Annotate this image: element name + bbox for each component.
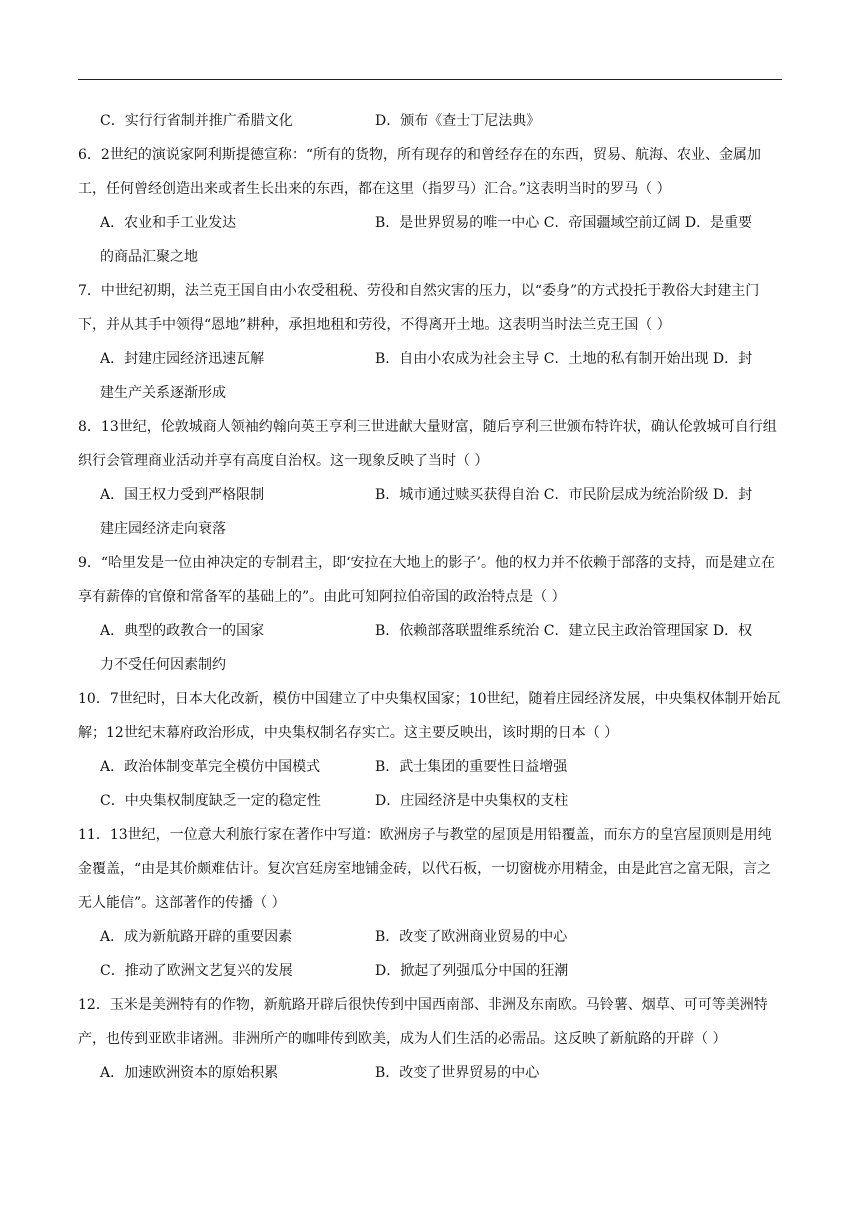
q10-option-a: A．政治体制变革完全模仿中国模式 (100, 759, 321, 775)
q9-option-wrap: 力不受任何因素制约 (100, 657, 226, 673)
q10-options-ab (78, 750, 782, 784)
exam-content (78, 104, 782, 1090)
q5-option-d: D．颁布《查士丁尼法典》 (375, 113, 541, 129)
q10-options-cd (78, 784, 782, 818)
q11-option-c: C．推动了欧洲文艺复兴的发展 (100, 963, 293, 979)
q8-option-a: A．国王权力受到严格限制 (100, 487, 265, 503)
q10-option-c: C．中央集权制度缺乏一定的稳定性 (100, 793, 321, 809)
q10-stem: 10．7世纪时，日本大化改新，模仿中国建立了中央集权国家；10世纪，随着庄园经济发展，中央集权体制开始瓦解；12世纪末幕府政治形成，中央集权制名存实亡。这主要反映出，该时期的日本（ ） (78, 691, 781, 741)
q10-option-d: D．庄园经济是中央集权的支柱 (375, 793, 569, 809)
q11-option-d: D．掀起了列强瓜分中国的狂潮 (375, 963, 569, 979)
q8-option-wrap: 建庄园经济走向衰落 (100, 521, 226, 537)
q12-options-ab (78, 1056, 782, 1090)
q7-options-bcd: B．自由小农成为社会主导 C．土地的私有制开始出现 D．封 (375, 351, 753, 367)
q5-option-c: C．实行行省制并推广希腊文化 (100, 113, 293, 129)
q9-options-bcd: B．依赖部落联盟维系统治 C．建立民主政治管理国家 D．权 (375, 623, 753, 639)
q11-option-a: A．成为新航路开辟的重要因素 (100, 929, 293, 945)
q7-option-wrap: 建生产关系逐渐形成 (100, 385, 226, 401)
q12-option-b: B．改变了世界贸易的中心 (375, 1065, 540, 1081)
q6-stem: 6．2世纪的演说家阿利斯提德宣称：“所有的货物，所有现存的和曾经存在的东西，贸易、航海、农业、金属加工，任何曾经创造出来或者生长出来的东西，都在这里（指罗马）汇合。”这表明当时的罗马（ ） (78, 147, 761, 197)
q6-options-bcd: B．是世界贸易的唯一中心 C．帝国疆域空前辽阔 D．是重要 (375, 215, 753, 231)
q6-options (78, 206, 782, 240)
q5-options-cd (78, 104, 782, 138)
q6-option-a: A．农业和手工业发达 (100, 215, 237, 231)
q8-options (78, 478, 782, 512)
q11-stem: 11．13世纪，一位意大利旅行家在著作中写道：欧洲房子与教堂的屋顶是用铅覆盖，而东方的皇宫屋顶则是用纯金覆盖，“由是其价颇难估计。复次宫廷房室地铺金砖，以代石板，一切窗栊亦用精金，由是此宫之富无限，言之无人能信”。这部著作的传播（ ） (78, 827, 772, 911)
q11-options-cd (78, 954, 782, 988)
q7-options (78, 342, 782, 376)
q11-option-b: B．改变了欧洲商业贸易的中心 (375, 929, 568, 945)
q9-option-a: A．典型的政教合一的国家 (100, 623, 265, 639)
q11-options-ab (78, 920, 782, 954)
header-rule (78, 79, 782, 80)
q7-stem: 7．中世纪初期，法兰克王国自由小农受租税、劳役和自然灾害的压力，以“委身”的方式投托于教俗大封建主门下，并从其手中领得“恩地”耕种，承担地租和劳役，不得离开土地。这表明当时法兰克王国（ ） (78, 283, 760, 333)
q9-stem: 9．“哈里发是一位由神决定的专制君主，即‘安拉在大地上的影子’。他的权力并不依赖于部落的支持，而是建立在享有薪俸的官僚和常备军的基础上的”。由此可知阿拉伯帝国的政治特点是（ ） (78, 555, 775, 605)
q8-options-bcd: B．城市通过赎买获得自治 C．市民阶层成为统治阶级 D．封 (375, 487, 753, 503)
q10-option-b: B．武士集团的重要性日益增强 (375, 759, 568, 775)
q12-stem: 12．玉米是美洲特有的作物，新航路开辟后很快传到中国西南部、非洲及东南欧。马铃薯、烟草、可可等美洲特产，也传到亚欧非诸洲。非洲所产的咖啡传到欧美，成为人们生活的必需品。这反映了新航路的开辟（ ） (78, 997, 768, 1047)
q7-option-a: A．封建庄园经济迅速瓦解 (100, 351, 265, 367)
q12-option-a: A．加速欧洲资本的原始积累 (100, 1065, 279, 1081)
q8-stem: 8．13世纪，伦敦城商人领袖约翰向英王亨利三世进献大量财富，随后亨利三世颁布特许状，确认伦敦城可自行组织行会管理商业活动并享有高度自治权。这一现象反映了当时（ ） (78, 419, 777, 469)
q6-option-wrap: 的商品汇聚之地 (100, 249, 198, 265)
q9-options (78, 614, 782, 648)
